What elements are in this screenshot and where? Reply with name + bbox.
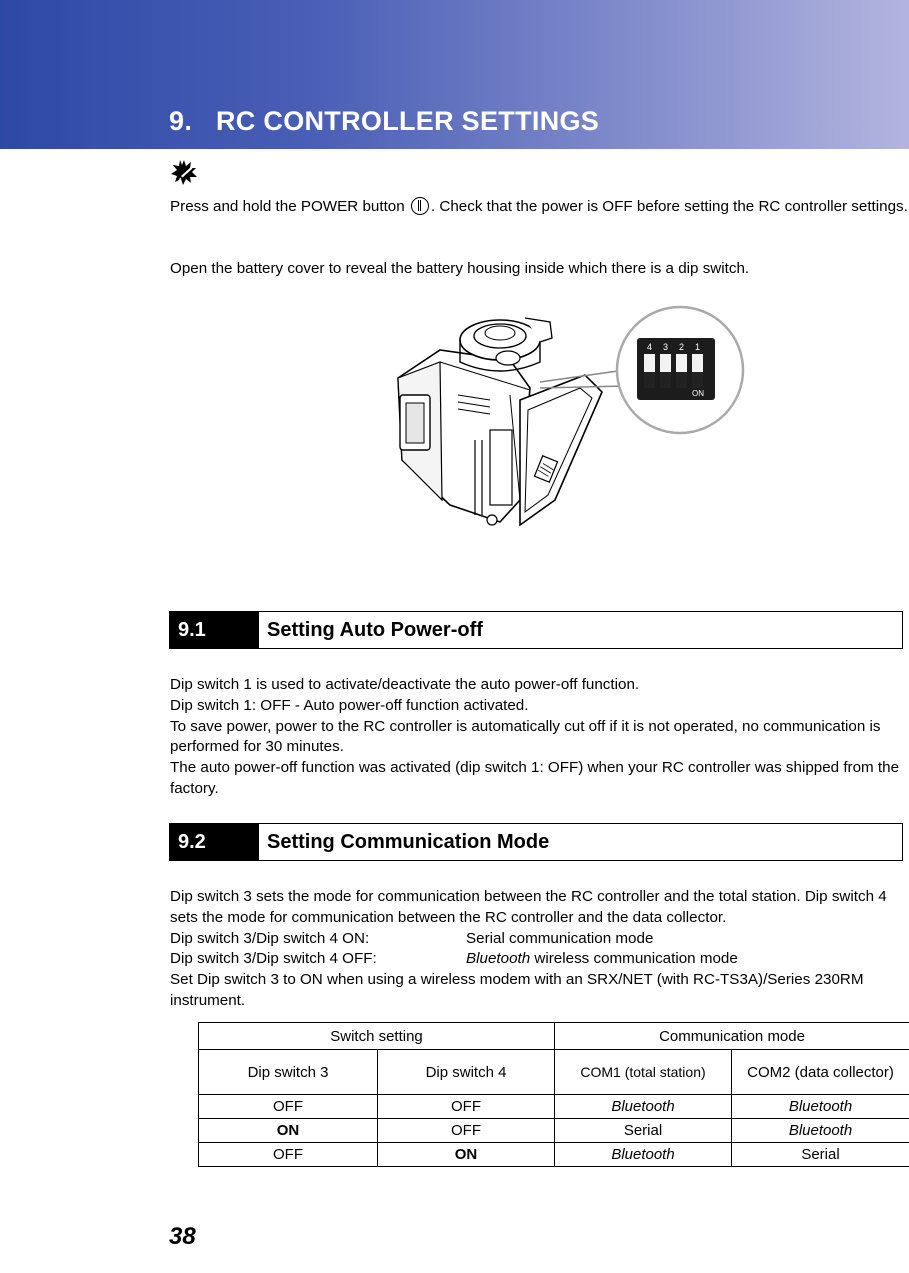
table-cell: Bluetooth [555, 1143, 732, 1167]
table-header: Switch setting [199, 1023, 555, 1050]
table-header: Dip switch 3 [199, 1050, 378, 1095]
power-button-icon [411, 197, 429, 215]
section-9-1-heading [169, 611, 903, 649]
note-text-1: Press and hold the POWER button [170, 198, 409, 215]
section-title: Setting Communication Mode [267, 830, 550, 853]
note-icon [169, 157, 199, 187]
page-number: 38 [169, 1223, 196, 1250]
paragraph-line: Set Dip switch 3 to ON when using a wireless modem with an SRX/NET (with RC-TS3A)/Series 230RM instrument. [170, 971, 864, 1009]
section-9-2-heading [169, 823, 903, 861]
mode-label: Dip switch 3/Dip switch 4 ON: [170, 929, 370, 947]
table-cell: Bluetooth [555, 1095, 732, 1119]
switch-on-label: ON [692, 389, 704, 398]
table-header-row [199, 1023, 909, 1050]
switch-number-3: 3 [662, 342, 669, 352]
table-cell: OFF [378, 1095, 555, 1119]
table-cell: ON [378, 1143, 555, 1167]
section-number: 9.2 [170, 824, 259, 860]
paragraph-line: Dip switch 3 sets the mode for communication between the RC controller and the total station. Dip switch 4 sets the mode for communication between the RC controller and the data collector. [170, 888, 887, 926]
table-row [199, 1095, 909, 1119]
mode-value: Serial communication mode [466, 929, 654, 947]
auto-power-off-text [170, 675, 908, 800]
table-header: Dip switch 4 [378, 1050, 555, 1095]
table-header: COM1 (total station) [555, 1050, 732, 1095]
mode-label: Dip switch 3/Dip switch 4 OFF: [170, 950, 377, 968]
table-header: COM2 (data collector) [732, 1050, 909, 1095]
table-row [199, 1143, 909, 1167]
table-cell: ON [199, 1119, 378, 1143]
power-off-note [170, 197, 908, 218]
battery-cover-text: Open the battery cover to reveal the battery housing inside which there is a dip switch. [170, 260, 750, 277]
mode-off-line [170, 949, 908, 970]
section-number: 9.1 [170, 612, 259, 648]
chapter-title-text: RC CONTROLLER SETTINGS [216, 106, 600, 136]
table-cell: OFF [378, 1119, 555, 1143]
switch-number-4: 4 [646, 342, 653, 352]
mode-value-italic: Bluetooth [466, 950, 531, 968]
table-row [199, 1119, 909, 1143]
table-cell: Bluetooth [732, 1095, 909, 1119]
table-cell: Serial [555, 1119, 732, 1143]
paragraph-line: The auto power-off function was activated (dip switch 1: OFF) when your RC controller was shipped from the factory. [170, 759, 900, 797]
section-title: Setting Auto Power-off [267, 618, 483, 641]
table-cell: Serial [732, 1143, 909, 1167]
table-cell: Bluetooth [732, 1119, 909, 1143]
table-subheader-row [199, 1050, 909, 1095]
switch-number-2: 2 [678, 342, 685, 352]
communication-mode-text [170, 887, 908, 1012]
mode-on-line [170, 929, 908, 950]
table-cell: OFF [199, 1095, 378, 1119]
mode-value: wireless communication mode [530, 950, 738, 968]
switch-number-1: 1 [694, 342, 701, 352]
table-header: Communication mode [555, 1023, 909, 1050]
chapter-number: 9. [169, 106, 193, 136]
communication-mode-table [198, 1022, 909, 1167]
paragraph-line: Dip switch 1 is used to activate/deactivate the auto power-off function. [170, 676, 640, 693]
paragraph-line: Dip switch 1: OFF - Auto power-off function activated. [170, 696, 529, 714]
chapter-title [169, 106, 599, 137]
note-text-2: . Check that the power is OFF before setting the RC controller settings. [430, 198, 908, 215]
paragraph-line: To save power, power to the RC controller is automatically cut off if it is not operated, no communication is performed for 30 minutes. [170, 717, 881, 756]
table-cell: OFF [199, 1143, 378, 1167]
rc-controller-illustration [380, 300, 750, 540]
